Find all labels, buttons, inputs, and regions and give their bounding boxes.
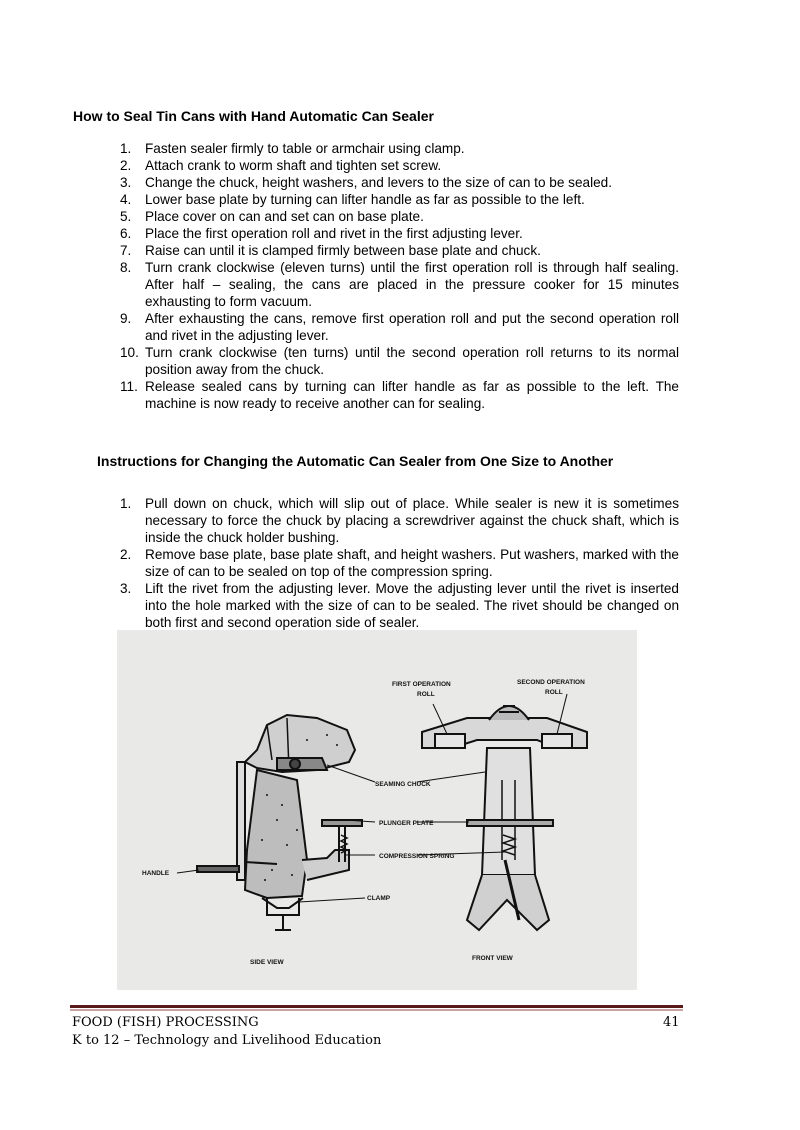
label-second-operation: SECOND OPERATION [517,679,585,686]
step-number: 1. [120,141,132,156]
step-text: Release sealed cans by turning can lifter handle as far as possible to the left. The machine is now ready to receive another can for sealing. [145,379,679,411]
label-handle: HANDLE [142,870,170,877]
step-text: After exhausting the cans, remove first operation roll and put the second operation roll and rivet in the adjusting lever. [145,311,679,343]
step-number: 4. [120,192,132,207]
label-plunger-plate: PLUNGER PLATE [379,820,434,827]
step-text: Turn crank clockwise (eleven turns) until the first operation roll is through half sealing. After half – sealing, the cans are placed in the pressure cooker for 15 minutes exhausting to form vacuum. [145,260,679,309]
footer-rule-shadow [70,1009,683,1011]
label-first-operation: FIRST OPERATION [392,681,451,688]
label-clamp: CLAMP [367,895,391,902]
page-number: 41 [663,1015,680,1030]
seal-step-2 [0,157,679,174]
step-text: Raise can until it is clamped firmly between base plate and chuck. [145,243,541,258]
change-size-steps-list [0,495,679,631]
step-number: 2. [120,158,132,173]
step-text: Turn crank clockwise (ten turns) until the second operation roll returns to its normal position away from the chuck. [145,345,679,377]
step-text: Place the first operation roll and rivet in the first adjusting lever. [145,226,523,241]
label-front-view: FRONT VIEW [472,955,513,962]
seal-step-1 [0,140,679,157]
label-compression-spring: COMPRESSION SPRING [379,853,455,860]
seal-step-11 [0,378,679,412]
step-text: Remove base plate, base plate shaft, and height washers. Put washers, marked with the size of can to be sealed on top of the compression spring. [145,547,679,579]
step-text: Lift the rivet from the adjusting lever. Move the adjusting lever until the rivet is inserted into the hole marked with the size of can to be sealed. The rivet should be changed on both first and second operation side of sealer. [145,581,679,630]
step-number: 1. [120,496,132,511]
step-text: Change the chuck, height washers, and levers to the size of can to be sealed. [145,175,613,190]
seal-step-9 [0,310,679,344]
can-sealer-drawing [117,630,637,990]
section-title-seal-tin-cans: How to Seal Tin Cans with Hand Automatic Can Sealer [73,108,434,124]
seal-steps-list [0,140,679,412]
step-text: Attach crank to worm shaft and tighten set screw. [145,158,442,173]
can-sealer-diagram [117,630,637,990]
footer-title: FOOD (FISH) PROCESSING [72,1015,259,1030]
step-number: 9. [120,311,132,326]
seal-step-10 [0,344,679,378]
seal-step-8 [0,259,679,310]
step-number: 6. [120,226,132,241]
seal-step-3 [0,174,679,191]
footer-subtitle: K to 12 – Technology and Livelihood Education [72,1033,382,1048]
change-size-step-3 [0,580,679,631]
step-text: Pull down on chuck, which will slip out of place. While sealer is new it is sometimes necessary to force the chuck by placing a screwdriver against the chuck shaft, which is inside the chuck holder bushing. [145,496,679,545]
step-number: 3. [120,581,132,596]
side-view-drawing [197,715,362,930]
step-number: 8. [120,260,132,275]
step-number: 10. [120,345,139,360]
label-seaming-chuck: SEAMING CHUCK [375,781,431,788]
label-side-view: SIDE VIEW [250,959,284,966]
seal-step-7 [0,242,679,259]
seal-step-6 [0,225,679,242]
front-view-drawing [422,706,587,930]
label-second-operation-roll: ROLL [545,689,563,696]
step-text: Place cover on can and set can on base plate. [145,209,424,224]
step-text: Lower base plate by turning can lifter handle as far as possible to the left. [145,192,585,207]
step-number: 2. [120,547,132,562]
step-number: 7. [120,243,132,258]
step-number: 11. [120,379,138,394]
section-title-change-size: Instructions for Changing the Automatic Can Sealer from One Size to Another [97,453,614,469]
seal-step-4 [0,191,679,208]
change-size-step-1 [0,495,679,546]
step-number: 3. [120,175,132,190]
step-text: Fasten sealer firmly to table or armchair using clamp. [145,141,465,156]
step-number: 5. [120,209,132,224]
footer-rule [70,1005,683,1008]
seal-step-5 [0,208,679,225]
change-size-step-2 [0,546,679,580]
label-first-operation-roll: ROLL [417,691,435,698]
